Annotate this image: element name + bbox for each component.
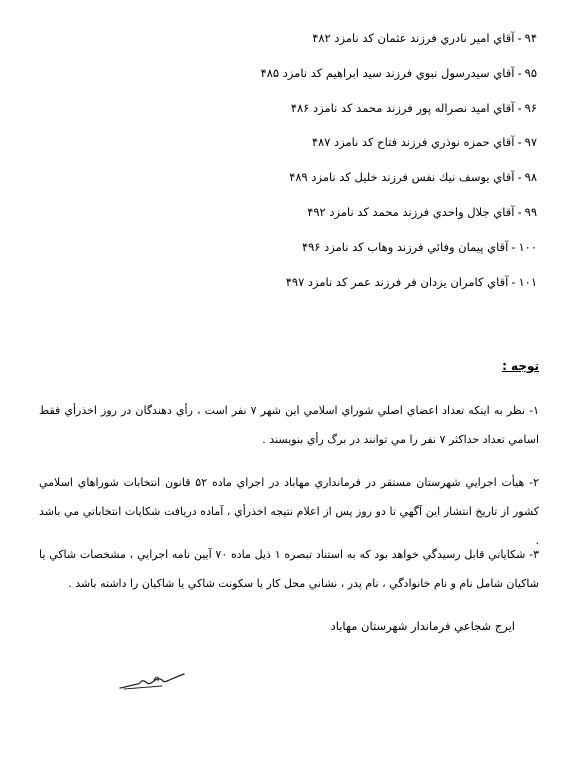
candidate-number: ۱۰۱ [518, 274, 537, 289]
candidate-number: ۹۶ [524, 100, 537, 115]
candidate-row [37, 66, 537, 101]
candidate-number: ۹۵ [524, 65, 537, 80]
candidate-number: ۹۴ [524, 31, 537, 45]
note-paragraph-1: ۱- نظر به اينكه تعداد اعضاي اصلي شوراي اسلامي اين شهر ۷ نفر است ، رأي دهندگان در روز اخذرأي فقط اسامي تعداد حداكثر ۷ نفر را مي توانند در برگ رأي بنويسند . [39, 404, 540, 446]
candidate-separator: - [517, 204, 522, 219]
candidate-text: آقاي حمزه نوذري فرزند فتاح كد نامزد ۴۸۷ [311, 135, 515, 150]
candidate-row [37, 170, 537, 205]
candidate-row [37, 275, 537, 310]
note-title: توجه : [502, 359, 539, 373]
handwritten-signature [118, 668, 188, 692]
note-paragraph-3: ۳- شكاياتي قابل رسيدگي خواهد بود كه به استناد تبصره ۱ ذيل ماده ۷۰ آيين نامه اجرايي ، مشخصات شاكي يا شاكيان شامل نام و نام خانوادگي ، نام پدر ، نشاني محل كار يا سكونت شاكي يا شاكيان را داشته باشد . [39, 548, 540, 590]
candidate-separator: - [517, 31, 522, 45]
candidate-text: آقاي امير نادري فرزند عثمان كد نامزد ۴۸۲ [312, 31, 515, 45]
candidate-separator: - [517, 65, 522, 80]
candidate-row [37, 101, 537, 136]
candidate-separator: - [517, 170, 522, 185]
candidate-separator: - [517, 100, 522, 115]
candidate-row [37, 205, 537, 240]
candidate-row [37, 240, 537, 275]
candidate-text: آقاي اميد نصراله پور فرزند محمد كد نامزد ۴۸۶ [290, 100, 515, 115]
note-paragraph-2: ۲- هيأت اجرايي شهرستان مستقر در فرمانداري مهاباد در اجراي ماده ۵۲ قانون انتخابات شوراهاي اسلامي كشور از تاريخ انتشار اين آگهي تا دو روز پس از اعلام نتيجه اخذرأي ، آماده دريافت شكايات انتخاباتي مي باشد . [39, 476, 539, 547]
candidate-text: آقاي سيدرسول نبوي فرزند سيد ابراهيم كد نامزد ۴۸۵ [260, 65, 515, 80]
candidate-separator: - [511, 274, 516, 289]
candidate-number: ۹۸ [524, 170, 537, 185]
candidate-text: آقاي جلال واحدي فرزند محمد كد نامزد ۴۹۲ [307, 204, 515, 219]
candidate-row [37, 135, 537, 170]
candidate-row [37, 31, 537, 66]
candidate-number: ۹۹ [524, 204, 537, 219]
candidate-text: آقاي پيمان وفائي فرزند وهاب كد نامزد ۴۹۶ [301, 239, 509, 254]
signer-name: ايرج شجاعي فرماندار شهرستان مهاباد [330, 619, 515, 633]
candidate-list [37, 31, 537, 309]
candidate-text: آقاي كامران يزدان فر فرزند عمر كد نامزد ۴۹۷ [285, 274, 509, 289]
candidate-text: آقاي يوسف نيك نفس فرزند خليل كد نامزد ۴۸۹ [289, 170, 515, 185]
candidate-number: ۹۷ [524, 135, 537, 150]
candidate-separator: - [511, 239, 516, 254]
candidate-number: ۱۰۰ [518, 239, 537, 254]
candidate-separator: - [517, 135, 522, 150]
